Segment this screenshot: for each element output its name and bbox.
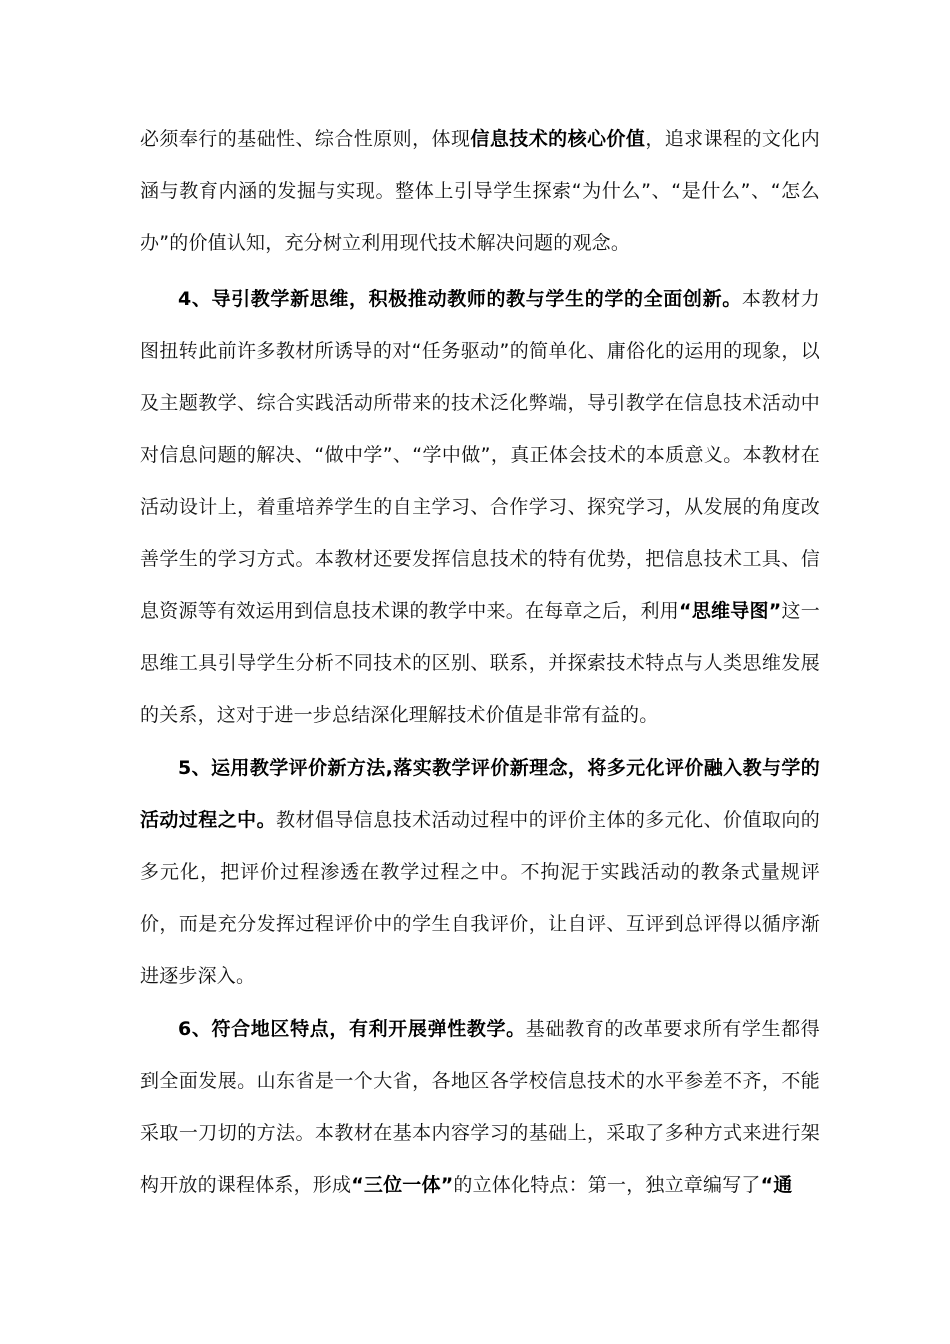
text-segment: 的立体化特点：第一，独立章编写了 bbox=[453, 1174, 761, 1196]
bold-text-segment: “通 bbox=[760, 1174, 793, 1196]
item-heading: 6、符合地区特点，有利开展弹性教学。 bbox=[178, 1018, 526, 1040]
bold-text-segment: “思维导图” bbox=[679, 600, 782, 622]
text-segment: 教材倡导信息技术活动过程中的评价主体的多元化、价值取向的多元化，把评价过程渗透在教学过程之中。不拘泥于实践活动的教条式量规评价，而是充分发挥过程评价中的学生自我评价，让自评、互评到总评得以循序渐进逐步深入。 bbox=[140, 809, 820, 987]
bold-text-segment: “三位一体” bbox=[351, 1174, 454, 1196]
paragraph-item-6 bbox=[140, 1003, 820, 1211]
item-heading: 4、导引教学新思维，积极推动教师的教与学生的学的全面创新。 bbox=[178, 288, 742, 310]
paragraph-core-value bbox=[140, 113, 820, 269]
text-segment: ，追求课程的文化内涵与教育内涵的发掘与实现。整体上引导学生探索“为什么”、“是什么”、“怎么办”的价值认知，充分树立利用现代技术解决问题的观念。 bbox=[140, 128, 820, 254]
item-heading: 5、运用教学评价新方法,落实教学评价新理念，将多元化评价融入教与学的活动过程之中。 bbox=[140, 757, 820, 831]
text-segment: 这一思维工具引导学生分析不同技术的区别、联系，并探索技术特点与人类思维发展的关系，这对于进一步总结深化理解技术价值是非常有益的。 bbox=[140, 600, 820, 726]
paragraph-item-5 bbox=[140, 742, 820, 1002]
bold-text-segment: 信息技术的核心价值 bbox=[470, 128, 646, 150]
paragraph-item-4 bbox=[140, 273, 820, 741]
text-segment: 本教材力图扭转此前许多教材所诱导的对“任务驱动”的简单化、庸俗化的运用的现象，以及主题教学、综合实践活动所带来的技术泛化弊端，导引教学在信息技术活动中对信息问题的解决、“做中学”、“学中做”，真正体会技术的本质意义。本教材在活动设计上，着重培养学生的自主学习、合作学习、探究学习，从发展的角度改善学生的学习方式。本教材还要发挥信息技术的特有优势，把信息技术工具、信息资源等有效运用到信息技术课的教学中来。在每章之后，利用 bbox=[140, 288, 820, 622]
text-segment: 必须奉行的基础性、综合性原则，体现 bbox=[140, 128, 471, 150]
text-segment: 基础教育的改革要求所有学生都得到全面发展。山东省是一个大省，各地区各学校信息技术的水平参差不齐，不能采取一刀切的方法。本教材在基本内容学习的基础上，采取了多种方式来进行架构开放的课程体系，形成 bbox=[140, 1018, 820, 1196]
